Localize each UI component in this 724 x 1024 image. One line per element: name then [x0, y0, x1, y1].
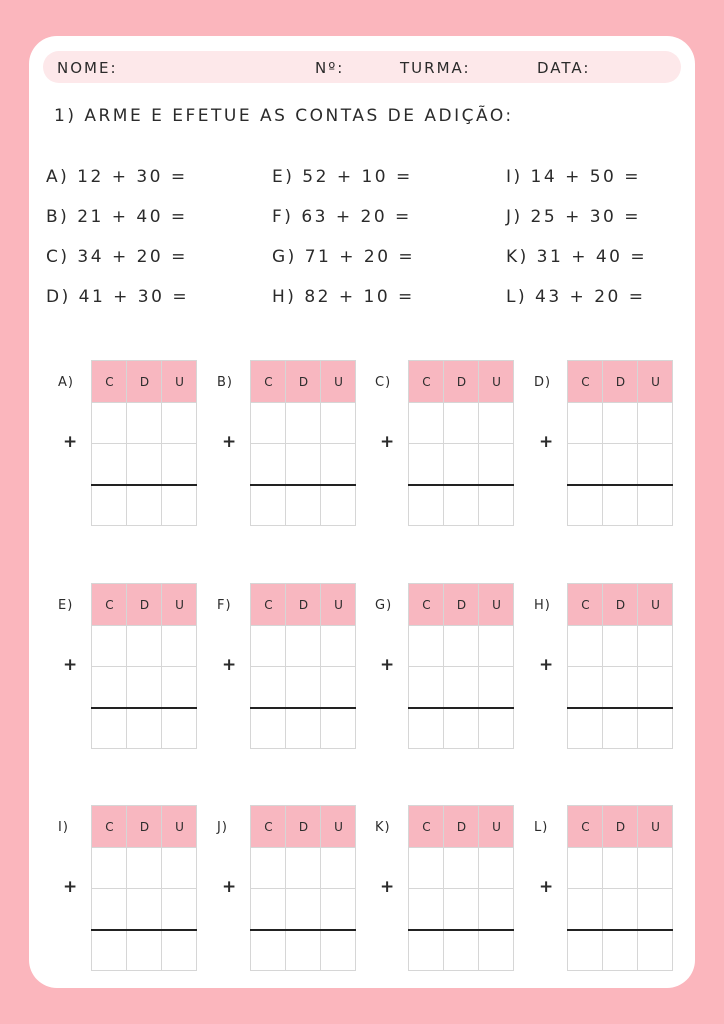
- grid-row-divider: [92, 402, 196, 403]
- place-value-header: C: [581, 375, 590, 389]
- grid-row-divider: [251, 402, 355, 403]
- sum-line: [250, 929, 356, 931]
- sum-line: [250, 707, 356, 709]
- class-field-label: TURMA:: [400, 59, 471, 77]
- sum-line: [408, 484, 514, 486]
- block-label: L): [534, 820, 549, 835]
- place-value-header: D: [456, 375, 467, 389]
- plus-sign: +: [539, 432, 554, 452]
- grid-row-divider: [92, 847, 196, 848]
- block-label: G): [375, 598, 393, 613]
- grid-row-divider: [409, 402, 513, 403]
- place-value-header: U: [175, 820, 184, 834]
- grid-header: [92, 584, 196, 626]
- plus-sign: +: [539, 877, 554, 897]
- place-value-header: U: [334, 820, 343, 834]
- place-value-grid[interactable]: [408, 360, 514, 526]
- grid-header: [568, 584, 672, 626]
- place-value-header: D: [298, 820, 309, 834]
- place-value-header: C: [581, 598, 590, 612]
- block-label: A): [58, 375, 74, 390]
- place-value-header: D: [456, 598, 467, 612]
- place-value-header: C: [581, 820, 590, 834]
- grid-row-divider: [409, 888, 513, 889]
- exercise-instruction: 1) ARME E EFETUE AS CONTAS DE ADIÇÃO:: [54, 106, 514, 126]
- grid-row-divider: [568, 443, 672, 444]
- place-value-grid[interactable]: [408, 583, 514, 749]
- place-value-header: C: [264, 598, 273, 612]
- sum-line: [250, 484, 356, 486]
- equation-i: I) 14 + 50 =: [506, 167, 642, 187]
- plus-sign: +: [63, 432, 78, 452]
- place-value-grid[interactable]: [91, 805, 197, 971]
- place-value-header: C: [422, 375, 431, 389]
- place-value-grid[interactable]: [567, 583, 673, 749]
- place-value-header: D: [298, 598, 309, 612]
- student-info-bar: [43, 51, 681, 83]
- plus-sign: +: [539, 655, 554, 675]
- place-value-header: C: [105, 598, 114, 612]
- place-value-header: C: [105, 375, 114, 389]
- block-label: I): [58, 820, 69, 835]
- addition-block: [58, 805, 208, 971]
- equation-a: A) 12 + 30 =: [46, 167, 188, 187]
- grid-row-divider: [568, 402, 672, 403]
- sum-line: [91, 929, 197, 931]
- place-value-header: U: [492, 598, 501, 612]
- addition-block: [375, 583, 525, 749]
- number-field-label: Nº:: [315, 59, 345, 77]
- equation-g: G) 71 + 20 =: [272, 247, 416, 267]
- grid-row-divider: [568, 888, 672, 889]
- place-value-header: D: [615, 820, 626, 834]
- place-value-header: U: [175, 598, 184, 612]
- grid-row-divider: [92, 666, 196, 667]
- grid-row-divider: [568, 847, 672, 848]
- place-value-header: C: [264, 375, 273, 389]
- date-field-label: DATA:: [537, 59, 591, 77]
- place-value-header: D: [456, 820, 467, 834]
- place-value-header: D: [139, 820, 150, 834]
- place-value-header: C: [422, 598, 431, 612]
- place-value-grid[interactable]: [567, 805, 673, 971]
- addition-block: [534, 360, 684, 526]
- plus-sign: +: [222, 432, 237, 452]
- place-value-header: U: [175, 375, 184, 389]
- plus-sign: +: [63, 877, 78, 897]
- plus-sign: +: [380, 432, 395, 452]
- grid-header: [92, 361, 196, 403]
- block-label: K): [375, 820, 391, 835]
- place-value-header: U: [334, 375, 343, 389]
- addition-block: [58, 583, 208, 749]
- sum-line: [91, 484, 197, 486]
- grid-header: [409, 806, 513, 848]
- grid-row-divider: [409, 847, 513, 848]
- equation-b: B) 21 + 40 =: [46, 207, 188, 227]
- grid-row-divider: [92, 888, 196, 889]
- grid-header: [409, 584, 513, 626]
- plus-sign: +: [222, 655, 237, 675]
- grid-header: [251, 806, 355, 848]
- sum-line: [408, 929, 514, 931]
- grid-row-divider: [568, 625, 672, 626]
- equation-column-1: [46, 167, 189, 327]
- sum-line: [408, 707, 514, 709]
- equation-l: L) 43 + 20 =: [506, 287, 646, 307]
- addition-block: [217, 805, 367, 971]
- block-label: F): [217, 598, 232, 613]
- equation-f: F) 63 + 20 =: [272, 207, 412, 227]
- sum-line: [567, 484, 673, 486]
- place-value-header: D: [615, 375, 626, 389]
- grid-row-divider: [251, 847, 355, 848]
- block-label: D): [534, 375, 552, 390]
- grid-row-divider: [92, 625, 196, 626]
- equation-column-2: [272, 167, 415, 327]
- grid-header: [251, 361, 355, 403]
- name-field-label: NOME:: [57, 59, 118, 77]
- grid-header: [251, 584, 355, 626]
- place-value-header: U: [651, 375, 660, 389]
- grid-header: [92, 806, 196, 848]
- place-value-header: D: [139, 598, 150, 612]
- block-label: H): [534, 598, 551, 613]
- addition-block: [375, 360, 525, 526]
- block-label: E): [58, 598, 74, 613]
- grid-row-divider: [92, 443, 196, 444]
- sum-line: [567, 707, 673, 709]
- equation-j: J) 25 + 30 =: [506, 207, 642, 227]
- place-value-grid[interactable]: [250, 805, 356, 971]
- grid-row-divider: [251, 666, 355, 667]
- place-value-header: C: [105, 820, 114, 834]
- block-label: C): [375, 375, 392, 390]
- plus-sign: +: [222, 877, 237, 897]
- plus-sign: +: [380, 655, 395, 675]
- block-label: B): [217, 375, 233, 390]
- equation-e: E) 52 + 10 =: [272, 167, 413, 187]
- place-value-grid[interactable]: [567, 360, 673, 526]
- equation-k: K) 31 + 40 =: [506, 247, 648, 267]
- grid-row-divider: [409, 625, 513, 626]
- addition-block: [58, 360, 208, 526]
- sum-line: [567, 929, 673, 931]
- place-value-header: U: [334, 598, 343, 612]
- place-value-grid[interactable]: [408, 805, 514, 971]
- equation-d: D) 41 + 30 =: [46, 287, 190, 307]
- place-value-grid[interactable]: [91, 583, 197, 749]
- grid-header: [568, 806, 672, 848]
- place-value-header: U: [651, 598, 660, 612]
- plus-sign: +: [380, 877, 395, 897]
- grid-row-divider: [251, 888, 355, 889]
- equation-h: H) 82 + 10 =: [272, 287, 415, 307]
- place-value-header: C: [422, 820, 431, 834]
- grid-row-divider: [568, 666, 672, 667]
- place-value-header: U: [492, 820, 501, 834]
- sum-line: [91, 707, 197, 709]
- place-value-header: U: [651, 820, 660, 834]
- place-value-header: D: [139, 375, 150, 389]
- plus-sign: +: [63, 655, 78, 675]
- place-value-header: C: [264, 820, 273, 834]
- place-value-header: U: [492, 375, 501, 389]
- addition-block: [217, 583, 367, 749]
- place-value-header: D: [298, 375, 309, 389]
- addition-block: [534, 805, 684, 971]
- place-value-grid[interactable]: [250, 583, 356, 749]
- worksheet: [29, 36, 695, 988]
- grid-row-divider: [409, 666, 513, 667]
- equation-c: C) 34 + 20 =: [46, 247, 188, 267]
- place-value-header: D: [615, 598, 626, 612]
- addition-block: [375, 805, 525, 971]
- equation-column-3: [506, 167, 647, 327]
- place-value-grid[interactable]: [250, 360, 356, 526]
- grid-header: [568, 361, 672, 403]
- place-value-grid[interactable]: [91, 360, 197, 526]
- grid-row-divider: [251, 625, 355, 626]
- grid-row-divider: [251, 443, 355, 444]
- grid-row-divider: [409, 443, 513, 444]
- addition-block: [534, 583, 684, 749]
- block-label: J): [217, 820, 228, 835]
- addition-block: [217, 360, 367, 526]
- grid-header: [409, 361, 513, 403]
